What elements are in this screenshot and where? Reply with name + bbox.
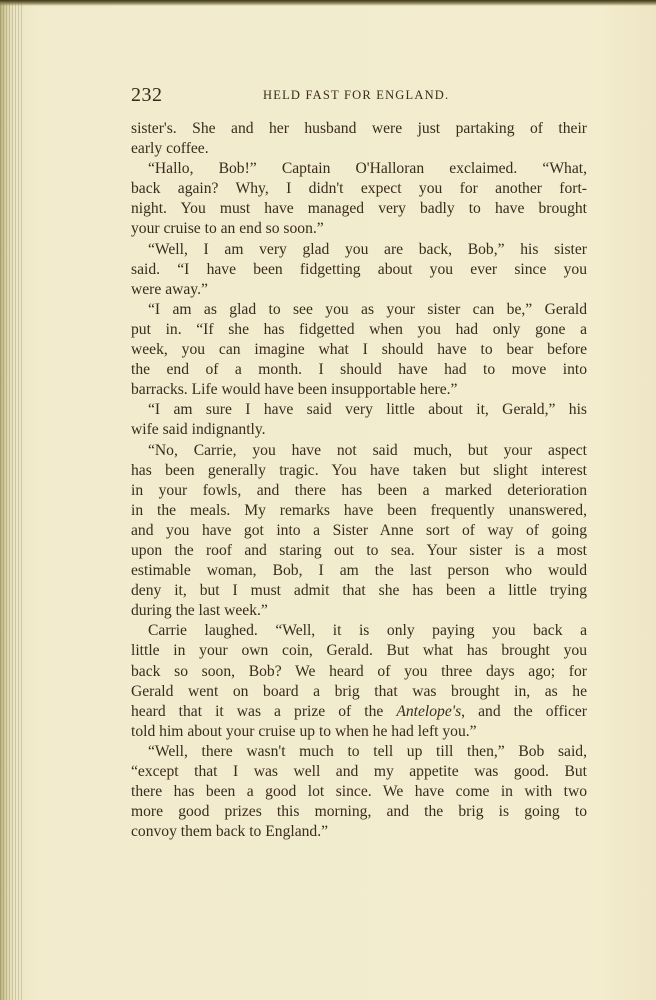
text-line: told him about your cruise up to when he had left you.” [131, 722, 477, 740]
text-line: your cruise to an end so soon.” [131, 220, 324, 238]
text-line: estimable woman, Bob, I am the last person who would [131, 562, 587, 580]
text-line: “I am sure I have said very little about it, Gerald,” his [148, 401, 587, 419]
page-top-edge [0, 0, 656, 6]
ship-name: Antelope's [396, 702, 462, 720]
text-line [131, 702, 587, 722]
text-line: early coffee. [131, 140, 209, 158]
body-text [131, 119, 587, 842]
text-line: barracks. Life would have been insupportable here.” [131, 381, 458, 399]
text-line: convoy them back to England.” [131, 823, 329, 841]
running-header [131, 84, 587, 108]
text-line: deny it, but I must admit that she has been a little trying [131, 582, 587, 600]
text-line: during the last week.” [131, 602, 268, 620]
text-line: “I am as glad to see you as your sister can be,” Gerald [148, 300, 587, 318]
text-line: in your fowls, and there has been a marked deterioration [131, 481, 587, 499]
text-fragment: heard that it was a prize of the [131, 702, 384, 720]
text-line: more good prizes this morning, and the brig is going to [131, 803, 587, 821]
text-line: week, you can imagine what I should have to bear before [131, 341, 587, 359]
text-line: back so soon, Bob? We heard of you three days ago; for [131, 662, 587, 680]
text-line: night. You must have managed very badly to have brought [131, 200, 587, 218]
text-line: Gerald went on board a brig that was brought in, as he [131, 682, 587, 700]
text-line: back again? Why, I didn't expect you for another fort- [131, 180, 587, 198]
text-line: sister's. She and her husband were just partaking of their [131, 120, 587, 137]
text-line: has been generally tragic. You have taken but slight interest [131, 461, 587, 479]
text-line: and you have got into a Sister Anne sort of way of going [131, 521, 587, 539]
text-fragment: , and the officer [461, 702, 588, 720]
text-line: Carrie laughed. “Well, it is only paying you back a [148, 622, 587, 640]
text-line: said. “I have been fidgetting about you ever since you [131, 260, 587, 278]
text-line: the end of a month. I should have had to move into [131, 361, 587, 379]
running-title: HELD FAST FOR ENGLAND. [263, 88, 450, 102]
text-line: “Hallo, Bob!” Captain O'Halloran exclaimed. “What, [148, 160, 587, 178]
text-line: “No, Carrie, you have not said much, but your aspect [148, 441, 587, 459]
text-line: little in your own coin, Gerald. But what has brought you [131, 642, 587, 660]
text-line: in the meals. My remarks have been frequently unanswered, [131, 501, 587, 519]
text-line: “Well, there wasn't much to tell up till then,” Bob said, [148, 742, 587, 760]
page-number: 232 [131, 84, 163, 106]
text-line: put in. “If she has fidgetted when you had only gone a [131, 320, 587, 338]
text-line: “Well, I am very glad you are back, Bob,” his sister [148, 240, 587, 258]
binding-gutter [0, 0, 22, 1000]
text-line: “except that I was well and my appetite was good. But [131, 763, 587, 780]
text-line: upon the roof and staring out to sea. Your sister is a most [131, 541, 587, 559]
text-line: wife said indignantly. [131, 421, 266, 439]
text-line: there has been a good lot since. We have come in with two [131, 783, 587, 801]
text-line: were away.” [131, 280, 208, 298]
